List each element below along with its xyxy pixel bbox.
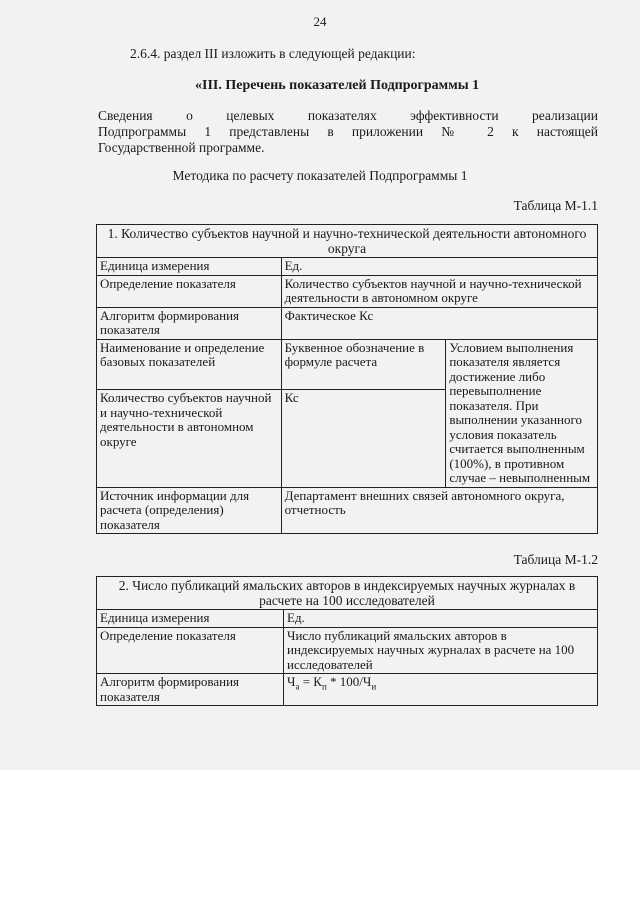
table2-formula	[284, 674, 598, 706]
table1-notation-label: Буквенное обозначение в формуле расчета	[281, 339, 446, 390]
table-row	[97, 275, 598, 307]
section-heading: «III. Перечень показателей Подпрограммы 1	[195, 78, 480, 93]
table1-title: 1. Количество субъектов научной и научно-технической деятельности автономного округа	[97, 225, 598, 258]
table-row	[97, 307, 598, 339]
table1-label: Таблица М-1.1	[513, 198, 598, 213]
table1-base-label: Наименование и определение базовых показателей	[97, 339, 282, 390]
table1-unit-value: Ед.	[281, 258, 597, 276]
table2-title: 2. Число публикаций ямальских авторов в индексируемых научных журналах в расчете на 100 исследователей	[97, 577, 598, 610]
table1-algo-label: Алгоритм формирования показателя	[97, 307, 282, 339]
table-row	[97, 610, 598, 628]
formula-rhs-sub: и	[371, 681, 377, 692]
table2-unit-label: Единица измерения	[97, 610, 284, 628]
table1-base-row-label: Количество субъектов научной и научно-технической деятельности в автономном округе	[97, 390, 282, 487]
table2-def-value: Число публикаций ямальских авторов в индексируемых научных журналах в расчете на 100 исследователей	[284, 627, 598, 674]
table2-def-label: Определение показателя	[97, 627, 284, 674]
table-row	[97, 339, 598, 390]
table1-def-label: Определение показателя	[97, 275, 282, 307]
body-line-1: Сведения о целевых показателях эффективности реализации	[98, 108, 598, 123]
method-title: Методика по расчету показателей Подпрограммы 1	[172, 168, 468, 183]
body-line-2: Подпрограммы 1 представлены в приложении № 2 к настоящей	[98, 124, 598, 139]
body-paragraph	[98, 108, 598, 156]
table-row	[97, 674, 598, 706]
table1-condition: Условием выполнения показателя является достижение либо перевыполнение показателя. При выполнении указанного условия показатель считается выполненным (100%), в противном случае – невыполненным	[446, 339, 598, 487]
formula-mid-sub: п	[321, 681, 327, 692]
table2-label: Таблица М-1.2	[513, 552, 598, 567]
indicator-table-2	[96, 576, 598, 706]
page-number: 24	[313, 14, 327, 29]
indicator-table-1	[96, 224, 598, 534]
table-row	[97, 225, 598, 258]
table2-unit-value: Ед.	[284, 610, 598, 628]
table2-algo-label: Алгоритм формирования показателя	[97, 674, 284, 706]
table-row	[97, 577, 598, 610]
formula-mid: = К	[299, 674, 322, 689]
formula-rhs: * 100/Ч	[326, 674, 372, 689]
table-row	[97, 258, 598, 276]
table-row	[97, 627, 598, 674]
formula-lhs: Ч	[287, 674, 296, 689]
table1-algo-value: Фактическое Кс	[281, 307, 597, 339]
table1-unit-label: Единица измерения	[97, 258, 282, 276]
table1-source-value: Департамент внешних связей автономного округа, отчетность	[281, 487, 597, 534]
body-line-3: Государственной программе.	[98, 140, 265, 155]
table1-source-label: Источник информации для расчета (определения) показателя	[97, 487, 282, 534]
table1-base-row-symbol: Кс	[281, 390, 446, 487]
intro-paragraph: 2.6.4. раздел III изложить в следующей редакции:	[130, 46, 416, 61]
table-row	[97, 487, 598, 534]
formula-lhs-sub: а	[295, 681, 300, 692]
table1-def-value: Количество субъектов научной и научно-технической деятельности в автономном округе	[281, 275, 597, 307]
